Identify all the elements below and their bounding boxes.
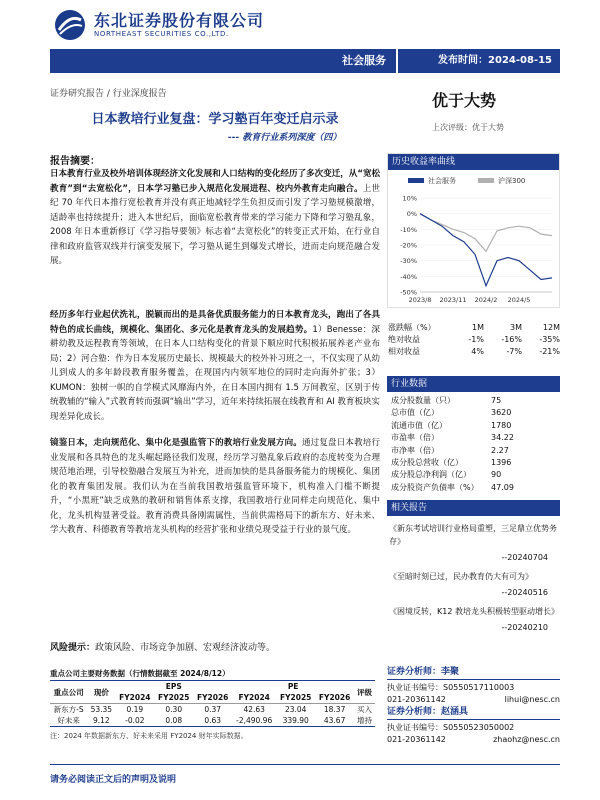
report-title-bar <box>50 49 560 73</box>
pe-cell: -2,490.96 <box>232 715 276 727</box>
eps-cell: 0.30 <box>154 704 193 716</box>
industry-data-label: 市净率（倍） <box>391 445 439 455</box>
pe-cell: 18.37 <box>315 704 354 716</box>
table-row <box>50 715 375 727</box>
pe-cell: 339.90 <box>276 715 315 727</box>
legend-label: 社会服务 <box>428 177 456 185</box>
performance-value: -1% <box>468 335 484 344</box>
header-year: FY2026 <box>196 693 229 702</box>
legend-label: 沪深300 <box>498 177 526 185</box>
x-tick-label: 2024/5 <box>507 296 531 304</box>
header-year: FY2026 <box>318 693 351 702</box>
report-header <box>0 0 600 48</box>
eps-cell: 0.37 <box>193 704 232 716</box>
x-tick-label: 2023/8 <box>408 296 432 304</box>
industry-data-label: 成分股数量（只） <box>391 396 455 405</box>
legend-swatch <box>408 178 424 183</box>
y-tick-label: -10% <box>400 225 417 234</box>
y-tick-label: 10% <box>402 194 417 203</box>
price-cell: 53.35 <box>87 704 115 716</box>
return-curve-panel <box>387 153 560 308</box>
industry-data-row <box>387 395 560 407</box>
summary-paragraph-2 <box>50 308 380 424</box>
risk-text: 政策风险、市场竞争加剧、宏观经济波动等。 <box>95 643 276 653</box>
industry-data-label: 市盈率（倍） <box>391 433 439 443</box>
analyst-phone: 021-20361142 <box>387 735 446 744</box>
eps-cell: -0.02 <box>115 715 154 727</box>
performance-value: -16% <box>501 335 522 344</box>
performance-header-12m: 12M <box>542 323 560 332</box>
summary-paragraph-3 <box>50 436 380 538</box>
performance-value: 4% <box>471 347 484 356</box>
report-title: 日本教培行业复盘：学习塾百年变迁启示录 <box>91 112 339 127</box>
y-tick-label: -40% <box>400 272 417 281</box>
eps-cell: 0.08 <box>154 715 193 727</box>
financial-table-group-row <box>50 681 375 693</box>
industry-data-value: 90 <box>491 470 502 480</box>
risk-label: 风险提示： <box>50 643 96 653</box>
header-year: FY2025 <box>158 693 190 702</box>
industry-data-row <box>387 432 560 444</box>
performance-header-3m: 3M <box>510 323 522 332</box>
industry-data-label: 成分股资产负债率（%） <box>391 482 479 492</box>
paragraph-3-body: 通过复盘日本教培行业发展和各具特色的龙头崛起路径我们发现，经历学习塾乱象后政府的态度转变为合理规范地治理，引导校塾融合发展互为补充，进而加快的是具备服务能力的规模化、集团化的教育集团发展。我们认为在当前我国教培强监管环境下，机构准入门槛不断提升，“小黑班”缺乏成熟的教研和销售体系支撑，我国教培行业同样走向规范化、集中化，龙头机构显著受益。教育消费具备刚需属性，当前供需格局下的新东方、好未来、学大教育、科德教育等教培龙头机构的经营扩张和业绩兑现受益于行业的景气度。 <box>50 438 380 535</box>
series-line <box>420 214 552 286</box>
performance-header-1m: 1M <box>472 323 484 332</box>
analyst-name: 证券分析师：李聚 <box>387 664 560 680</box>
disclaimer-footer: 请务必阅读正文后的声明及说明 <box>50 775 177 785</box>
analyst-license: 执业证书编号：S0550523050002 <box>387 723 515 732</box>
performance-header-row <box>388 322 560 334</box>
industry-data-row <box>387 482 560 494</box>
related-report-date: --20240516 <box>501 588 548 597</box>
header-rating: 评级 <box>354 681 375 704</box>
y-tick-label: 0% <box>406 210 417 219</box>
financial-table-note: 注：2024 年数据新东方、好未来采用 FY2024 财年实际数据。 <box>50 732 248 740</box>
northeast-securities-logo-icon <box>52 8 88 42</box>
footer-divider <box>50 764 560 765</box>
industry-data-value: 75 <box>491 396 502 405</box>
header-eps: EPS <box>115 681 232 693</box>
related-reports-panel <box>387 500 560 634</box>
industry-data-row <box>387 407 560 419</box>
performance-row-relative <box>388 346 560 358</box>
table-row <box>50 704 375 716</box>
industry-data-row <box>387 420 560 432</box>
performance-row-absolute <box>388 334 560 346</box>
industry-data-value: 1396 <box>491 457 512 467</box>
company-name: 新东方-S <box>50 704 87 716</box>
pe-cell: 23.04 <box>276 704 315 716</box>
industry-data-value: 1780 <box>491 420 512 430</box>
industry-rating: 优于大势 <box>432 91 497 110</box>
analyst-contact <box>387 734 560 746</box>
brand-name-cn: 东北证券股份有限公司 <box>94 11 265 30</box>
related-report-date: --20240704 <box>501 553 548 562</box>
y-tick-label: -20% <box>400 241 417 250</box>
y-tick-label: -30% <box>400 257 417 266</box>
breadcrumb: 证券研究报告 / 行业深度报告 <box>50 89 167 99</box>
analyst-email[interactable]: zhaohz@nesc.cn <box>493 735 560 744</box>
industry-data-value: 47.09 <box>491 482 514 492</box>
series-line <box>420 214 552 252</box>
analyst-phone: 021-20361142 <box>387 695 446 704</box>
header-year: FY2024 <box>119 693 151 702</box>
industry-data-row <box>387 469 560 481</box>
analyst-block-1 <box>387 664 560 706</box>
paragraph-2-body: 1）Benesse：深耕幼教及远程教育等领域，在日本人口结构变化的背景下顺应时代积极拓展养老产业布局；2）河合塾：作为日本发展历史最长、规模最大的校外补习班之一，不仅实现了从幼儿到成人的多年龄段教育服务覆盖，在现国内内领军地位的同时走向海外扩张；3）KUMON：独树一帜的自学模式风靡海内外，在日本国内拥有 1.5 万间教室，区别于传统教辅的“输入”式教育转而强调“输出”学习，近年来持续拓展在线教育和 AI 教育板块实现差异化成长。 <box>50 324 380 422</box>
pe-cell: 43.67 <box>315 715 354 727</box>
header-year: FY2025 <box>279 693 312 702</box>
summary-heading: 报告摘要： <box>50 156 100 167</box>
publish-date: 发布时间：2024-08-15 <box>438 55 552 66</box>
related-reports-header: 相关报告 <box>387 500 560 516</box>
industry-data-value: 3620 <box>491 408 512 418</box>
previous-rating: 上次评级：优于大势 <box>432 123 504 132</box>
header-price: 现价 <box>87 681 115 704</box>
analyst-block-2 <box>387 704 560 746</box>
industry-data-panel <box>387 376 560 494</box>
report-subtitle: --- 教育行业系列深度（四） <box>228 133 342 143</box>
rating-cell: 增持 <box>354 715 375 727</box>
industry-data-value: 34.22 <box>491 433 514 443</box>
header-year: FY2024 <box>238 693 270 702</box>
paragraph-1-lead: 日本教育行业及校外培训体现经济文化发展和人口结构的变化经历了多次变迁，从“宽松教育”到“去宽松化”，日本学习塾已步入规范化发展进程、校内外教育走向融合。 <box>50 169 380 194</box>
legend-swatch <box>478 178 494 183</box>
price-cell: 9.12 <box>87 715 115 727</box>
analyst-name: 证券分析师：赵涵具 <box>387 704 560 720</box>
industry-data-header: 行业数据 <box>387 376 560 392</box>
performance-row-label: 绝对收益 <box>388 335 420 344</box>
paragraph-2-lead: 经历多年行业起伏洗礼，脱颖而出的是具备优质服务能力的日本教育龙头，跑出了各具特色的成长曲线，规模化、集团化、多元化是教育龙头的发展趋势。 <box>50 310 380 335</box>
analyst-license: 执业证书编号：S0550517110003 <box>387 683 515 692</box>
performance-value: -21% <box>539 347 560 356</box>
financial-table <box>50 680 375 727</box>
performance-row-label: 相对收益 <box>388 347 420 356</box>
industry-data-row <box>387 445 560 457</box>
eps-cell: 0.63 <box>193 715 232 727</box>
header-company: 重点公司 <box>50 681 87 704</box>
rating-cell: 买入 <box>354 704 375 716</box>
industry-section-label: 社会服务 <box>342 54 386 67</box>
brand-name-en: NORTHEAST SECURITIES CO.,LTD. <box>94 30 229 38</box>
return-curve-chart <box>388 170 559 307</box>
industry-data-label: 流通市值（亿） <box>391 420 447 430</box>
industry-data-rows <box>387 392 560 494</box>
related-report-title[interactable]: 《困境反转，K12 教培龙头积极转型驱动增长》 <box>389 607 559 616</box>
financial-table-title: 重点公司主要财务数据（行情数据截至 2024/8/12） <box>50 669 230 678</box>
performance-value: -7% <box>506 347 522 356</box>
analyst-email[interactable]: lihui@nesc.cn <box>504 695 560 704</box>
performance-table <box>388 322 560 358</box>
industry-data-label: 成分股总净利润（亿） <box>391 470 471 480</box>
industry-data-value: 2.27 <box>491 445 509 455</box>
risk-warning <box>50 640 275 653</box>
related-report-title[interactable]: 《至暗时刻已过，民办教育仍大有可为》 <box>389 572 533 581</box>
x-tick-label: 2023/11 <box>439 296 467 304</box>
industry-data-label: 成分股总营收（亿） <box>391 457 463 467</box>
related-report-title[interactable]: 《新东考试培训行业格局重塑，三足鼎立优势务存》 <box>389 524 557 546</box>
x-tick-label: 2024/2 <box>474 296 498 304</box>
performance-header-label: 涨跌幅（%） <box>388 323 436 332</box>
summary-paragraph-1 <box>50 167 380 269</box>
y-tick-label: -50% <box>400 288 417 297</box>
industry-data-label: 总市值（亿） <box>391 408 439 418</box>
company-name: 好未来 <box>50 715 87 727</box>
industry-data-row <box>387 457 560 469</box>
performance-value: -35% <box>539 335 560 344</box>
paragraph-1-body: 上世纪 70 年代日本推行宽松教育并没有真正地减轻学生负担反而引发了学习塾规模激增，适龄率也持续提升；进入本世纪后，面临宽松教育带来的学习能力下降和学习塾乱象，2008 年日本重新修订《学习指导要领》标志着“去宽松化”的转变正式开始，在行业自律和政府监管双线并行演变发展下，学习塾从诞生到爆发式增长，进而走向规范融合发展。 <box>50 183 380 266</box>
related-report-date: --20240210 <box>501 623 548 632</box>
eps-cell: 0.19 <box>115 704 154 716</box>
paragraph-3-lead: 镜鉴日本，走向规范化、集中化是强监管下的教培行业发展方向。 <box>50 438 302 448</box>
header-pe: PE <box>232 681 354 693</box>
return-curve-header: 历史收益率曲线 <box>388 154 559 170</box>
pe-cell: 42.63 <box>232 704 276 716</box>
